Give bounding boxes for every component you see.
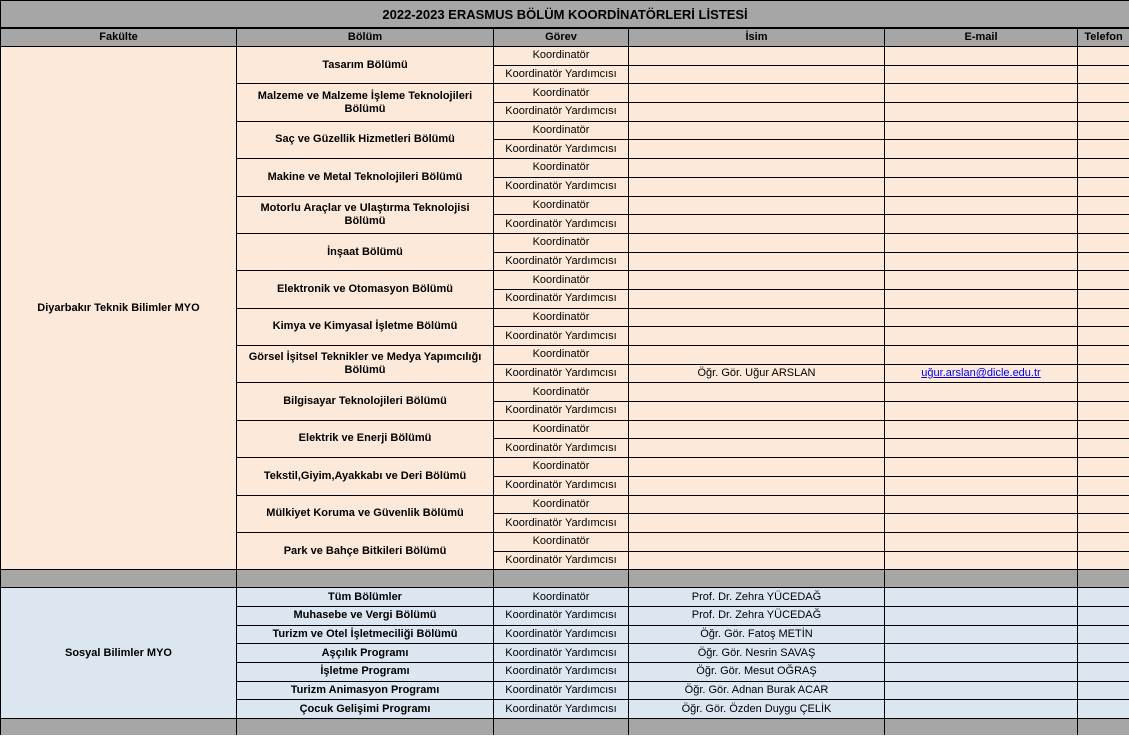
role-cell: Koordinatör [494,495,629,514]
email-cell [885,84,1078,103]
header-isim: İsim [629,28,885,47]
role-cell: Koordinatör Yardımcısı [494,514,629,533]
name-cell [629,103,885,122]
department-name: Turizm ve Otel İşletmeciliği Bölümü [237,625,494,644]
name-cell: Öğr. Gör. Nesrin SAVAŞ [629,644,885,663]
role-cell: Koordinatör Yardımcısı [494,551,629,570]
email-cell [885,252,1078,271]
department-name: Elektronik ve Otomasyon Bölümü [237,271,494,308]
name-cell: Öğr. Gör. Adnan Burak ACAR [629,681,885,700]
email-cell [885,495,1078,514]
name-cell [629,84,885,103]
role-cell: Koordinatör Yardımcısı [494,644,629,663]
header-row [1,28,1129,47]
email-cell [885,383,1078,402]
separator-row [1,719,1129,736]
email-cell [885,346,1078,365]
name-cell [629,346,885,365]
phone-cell [1078,383,1129,402]
phone-cell [1078,458,1129,477]
header-email: E-mail [885,28,1078,47]
email-cell [885,663,1078,682]
email-link[interactable]: uğur.arslan@dicle.edu.tr [921,367,1041,380]
department-name: Çocuk Gelişimi Programı [237,700,494,719]
phone-cell [1078,233,1129,252]
role-cell: Koordinatör [494,458,629,477]
role-cell: Koordinatör Yardımcısı [494,476,629,495]
email-cell [885,103,1078,122]
role-cell: Koordinatör Yardımcısı [494,439,629,458]
separator-row [1,570,1129,588]
email-cell [885,681,1078,700]
name-cell [629,458,885,477]
name-cell [629,271,885,290]
name-cell [629,514,885,533]
faculty-name: Diyarbakır Teknik Bilimler MYO [1,47,237,570]
table-row [1,588,1129,607]
email-cell [885,121,1078,140]
role-cell: Koordinatör [494,271,629,290]
email-cell [885,700,1078,719]
phone-cell [1078,625,1129,644]
role-cell: Koordinatör Yardımcısı [494,700,629,719]
role-cell: Koordinatör Yardımcısı [494,663,629,682]
email-cell [885,364,1078,383]
role-cell: Koordinatör [494,383,629,402]
email-cell [885,402,1078,421]
email-cell [885,551,1078,570]
email-cell [885,625,1078,644]
email-cell [885,327,1078,346]
department-name: Malzeme ve Malzeme İşleme Teknolojileri Bölümü [237,84,494,121]
phone-cell [1078,196,1129,215]
email-cell [885,215,1078,234]
role-cell: Koordinatör [494,532,629,551]
email-cell [885,308,1078,327]
title-row [1,1,1129,29]
email-cell [885,588,1078,607]
name-cell [629,233,885,252]
email-cell [885,65,1078,84]
department-name: Bilgisayar Teknolojileri Bölümü [237,383,494,420]
department-name: Park ve Bahçe Bitkileri Bölümü [237,532,494,569]
department-name: Turizm Animasyon Programı [237,681,494,700]
email-cell [885,159,1078,178]
name-cell [629,439,885,458]
phone-cell [1078,140,1129,159]
role-cell: Koordinatör Yardımcısı [494,289,629,308]
name-cell [629,476,885,495]
email-cell [885,289,1078,308]
phone-cell [1078,700,1129,719]
role-cell: Koordinatör [494,47,629,66]
separator-cell [237,719,494,736]
department-name: İnşaat Bölümü [237,233,494,270]
name-cell [629,177,885,196]
role-cell: Koordinatör Yardımcısı [494,606,629,625]
department-name: Kimya ve Kimyasal İşletme Bölümü [237,308,494,345]
name-cell [629,65,885,84]
name-cell [629,121,885,140]
department-name: Makine ve Metal Teknolojileri Bölümü [237,159,494,196]
email-cell [885,514,1078,533]
email-cell [885,196,1078,215]
role-cell: Koordinatör Yardımcısı [494,625,629,644]
name-cell: Öğr. Gör. Özden Duygu ÇELİK [629,700,885,719]
department-name: Saç ve Güzellik Hizmetleri Bölümü [237,121,494,158]
phone-cell [1078,606,1129,625]
name-cell [629,252,885,271]
phone-cell [1078,308,1129,327]
role-cell: Koordinatör [494,121,629,140]
name-cell [629,402,885,421]
separator-cell [1,719,237,736]
department-name: Mülkiyet Koruma ve Güvenlik Bölümü [237,495,494,532]
email-cell [885,271,1078,290]
name-cell: Prof. Dr. Zehra YÜCEDAĞ [629,588,885,607]
phone-cell [1078,327,1129,346]
department-name: Tekstil,Giyim,Ayakkabı ve Deri Bölümü [237,458,494,495]
role-cell: Koordinatör [494,346,629,365]
name-cell [629,215,885,234]
email-cell [885,47,1078,66]
phone-cell [1078,159,1129,178]
phone-cell [1078,402,1129,421]
department-name: İşletme Programı [237,663,494,682]
separator-cell [494,570,629,588]
role-cell: Koordinatör [494,233,629,252]
header-fakulte: Fakülte [1,28,237,47]
phone-cell [1078,514,1129,533]
name-cell: Öğr. Gör. Fatoş METİN [629,625,885,644]
role-cell: Koordinatör Yardımcısı [494,402,629,421]
separator-cell [1,570,237,588]
role-cell: Koordinatör [494,84,629,103]
separator-cell [629,719,885,736]
role-cell: Koordinatör [494,588,629,607]
header-gorev: Görev [494,28,629,47]
phone-cell [1078,47,1129,66]
phone-cell [1078,177,1129,196]
phone-cell [1078,476,1129,495]
phone-cell [1078,215,1129,234]
phone-cell [1078,364,1129,383]
separator-cell [629,570,885,588]
role-cell: Koordinatör Yardımcısı [494,327,629,346]
department-name: Tüm Bölümler [237,588,494,607]
header-telefon: Telefon [1078,28,1129,47]
role-cell: Koordinatör Yardımcısı [494,65,629,84]
department-name: Elektrik ve Enerji Bölümü [237,420,494,457]
name-cell [629,495,885,514]
phone-cell [1078,644,1129,663]
phone-cell [1078,252,1129,271]
name-cell [629,140,885,159]
name-cell [629,308,885,327]
department-name: Muhasebe ve Vergi Bölümü [237,606,494,625]
phone-cell [1078,681,1129,700]
separator-cell [1078,570,1129,588]
role-cell: Koordinatör [494,159,629,178]
separator-cell [885,719,1078,736]
separator-cell [885,570,1078,588]
email-cell [885,420,1078,439]
email-cell [885,458,1078,477]
role-cell: Koordinatör Yardımcısı [494,681,629,700]
phone-cell [1078,532,1129,551]
header-bolum: Bölüm [237,28,494,47]
name-cell [629,47,885,66]
phone-cell [1078,551,1129,570]
email-cell [885,606,1078,625]
role-cell: Koordinatör Yardımcısı [494,177,629,196]
phone-cell [1078,663,1129,682]
name-cell [629,551,885,570]
role-cell: Koordinatör [494,308,629,327]
phone-cell [1078,588,1129,607]
phone-cell [1078,289,1129,308]
role-cell: Koordinatör [494,420,629,439]
table-row [1,47,1129,66]
department-name: Tasarım Bölümü [237,47,494,84]
role-cell: Koordinatör Yardımcısı [494,215,629,234]
name-cell [629,159,885,178]
department-name: Motorlu Araçlar ve Ulaştırma Teknolojisi Bölümü [237,196,494,233]
name-cell [629,196,885,215]
name-cell: Öğr. Gör. Uğur ARSLAN [629,364,885,383]
name-cell [629,383,885,402]
email-cell [885,140,1078,159]
role-cell: Koordinatör [494,196,629,215]
role-cell: Koordinatör Yardımcısı [494,140,629,159]
faculty-name: Sosyal Bilimler MYO [1,588,237,719]
email-cell [885,177,1078,196]
role-cell: Koordinatör Yardımcısı [494,252,629,271]
role-cell: Koordinatör Yardımcısı [494,364,629,383]
email-cell [885,644,1078,663]
email-cell [885,233,1078,252]
separator-cell [1078,719,1129,736]
email-cell [885,439,1078,458]
phone-cell [1078,495,1129,514]
name-cell [629,289,885,308]
name-cell [629,532,885,551]
department-name: Aşçılık Programı [237,644,494,663]
phone-cell [1078,65,1129,84]
separator-cell [237,570,494,588]
phone-cell [1078,439,1129,458]
phone-cell [1078,84,1129,103]
phone-cell [1078,420,1129,439]
separator-cell [494,719,629,736]
page-title: 2022-2023 ERASMUS BÖLÜM KOORDİNATÖRLERİ LİSTESİ [1,1,1129,29]
phone-cell [1078,121,1129,140]
phone-cell [1078,346,1129,365]
email-cell [885,476,1078,495]
name-cell: Prof. Dr. Zehra YÜCEDAĞ [629,606,885,625]
name-cell: Öğr. Gör. Mesut OĞRAŞ [629,663,885,682]
phone-cell [1078,103,1129,122]
email-cell [885,532,1078,551]
name-cell [629,327,885,346]
phone-cell [1078,271,1129,290]
name-cell [629,420,885,439]
role-cell: Koordinatör Yardımcısı [494,103,629,122]
department-name: Görsel İşitsel Teknikler ve Medya Yapımcılığı Bölümü [237,346,494,383]
